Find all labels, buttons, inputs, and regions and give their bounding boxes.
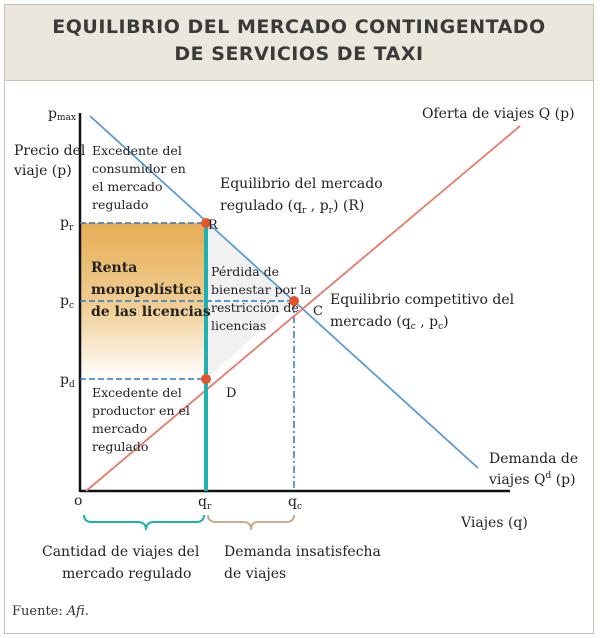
y-axis-title-2: viaje (p)	[14, 163, 72, 179]
pd-label: $p_d$	[60, 372, 75, 390]
demand-label-2: viajes $Q^d$ (p)	[489, 471, 576, 488]
svg-text:regulado: regulado	[92, 439, 149, 454]
regulated-quantity-brace	[84, 515, 204, 530]
svg-text:consumidor en: consumidor en	[92, 161, 186, 176]
competitive-eq-label-2: mercado ($q_c$ , $p_c$)	[330, 314, 449, 332]
source-note: Fuente: Afi.	[12, 604, 89, 619]
supply-label: Oferta de viajes Q (p)	[422, 106, 575, 122]
svg-text:de las licencias: de las licencias	[91, 304, 211, 320]
x-axis-title: Viajes (q)	[461, 515, 528, 531]
y-axis-max-label: pmax	[48, 106, 76, 123]
unmet-demand-brace	[208, 515, 294, 530]
svg-text:Excedente del: Excedente del	[92, 143, 182, 158]
regulated-eq-label-2: regulado ($q_r$ , $p_r$) (R)	[220, 198, 365, 216]
qc-label: $q_c$	[288, 494, 303, 512]
qr-label: $q_r$	[198, 494, 212, 512]
svg-text:licencias: licencias	[211, 318, 267, 333]
svg-text:regulado: regulado	[92, 197, 149, 212]
svg-text:mercado regulado: mercado regulado	[62, 566, 192, 582]
svg-text:Excedente del: Excedente del	[92, 385, 182, 400]
svg-text:Demanda insatisfecha: Demanda insatisfecha	[224, 544, 381, 560]
svg-text:de viajes: de viajes	[224, 566, 287, 582]
unmet-demand-caption	[224, 544, 381, 582]
producer-surplus-label	[92, 385, 190, 454]
svg-text:el mercado: el mercado	[92, 179, 163, 194]
demand-label-1: Demanda de	[489, 451, 579, 467]
origin-label: o	[74, 493, 83, 509]
consumer-surplus-label	[92, 143, 186, 212]
svg-text:monopolística: monopolística	[91, 282, 202, 298]
pr-label: $p_r$	[60, 215, 74, 233]
svg-text:restricción de: restricción de	[211, 300, 299, 315]
svg-text:Pérdida de: Pérdida de	[211, 264, 280, 279]
svg-text:bienestar por la: bienestar por la	[211, 282, 312, 297]
point-d	[201, 374, 211, 384]
point-c-label: C	[313, 304, 323, 319]
regulated-quantity-caption	[42, 544, 200, 582]
y-axis-title-1: Precio del	[14, 143, 86, 159]
point-r-label: R	[208, 218, 218, 233]
regulated-eq-label-1: Equilibrio del mercado	[220, 176, 383, 192]
title-line-2: DE SERVICIOS DE TAXI	[174, 43, 424, 65]
competitive-eq-label-1: Equilibrio competitivo del	[330, 292, 515, 308]
svg-text:Cantidad de viajes del: Cantidad de viajes del	[42, 544, 200, 560]
title-line-1: EQUILIBRIO DEL MERCADO CONTINGENTADO	[52, 16, 546, 38]
svg-text:productor en el: productor en el	[92, 403, 190, 418]
point-d-label: D	[226, 386, 237, 401]
pc-label: $p_c$	[60, 293, 75, 311]
svg-text:mercado: mercado	[92, 421, 148, 436]
svg-text:Renta: Renta	[91, 260, 138, 276]
